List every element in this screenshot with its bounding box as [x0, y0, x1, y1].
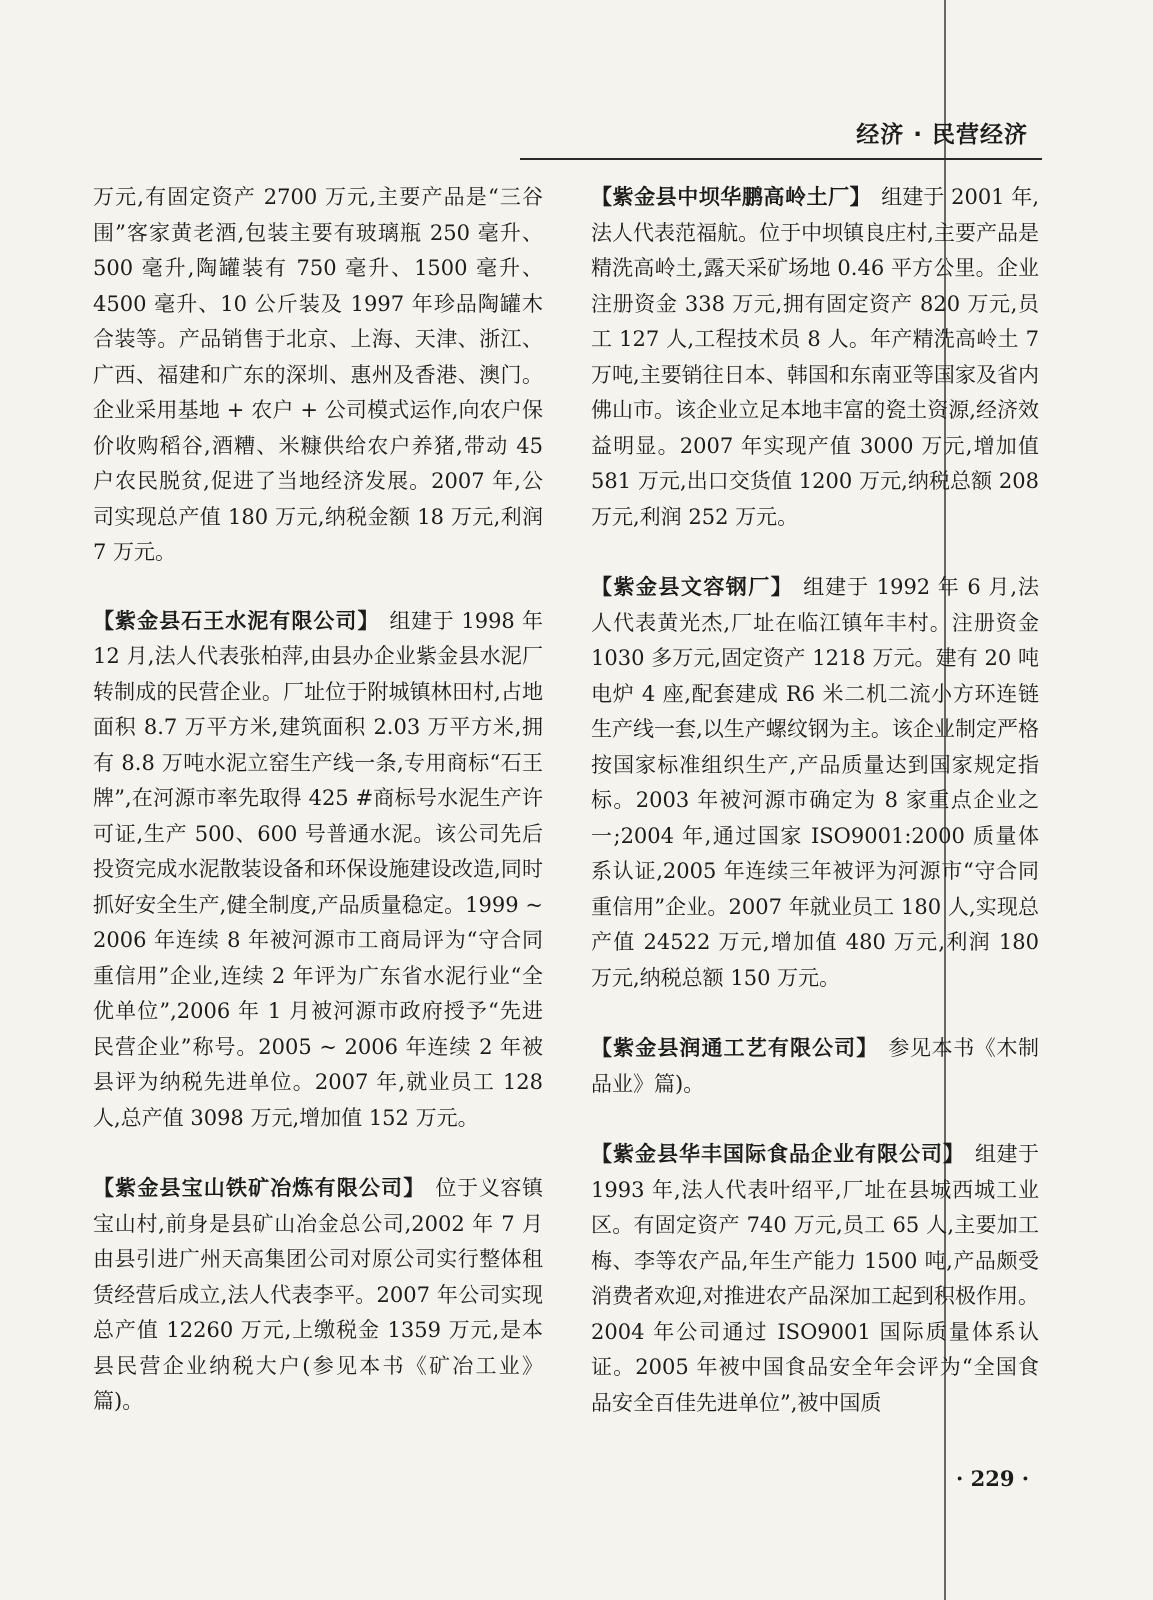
entry-huapeng-kaolin — [591, 180, 1039, 535]
section-title: 经济 · 民营经济 — [856, 122, 1028, 148]
continuation-paragraph: 万元,有固定资产 2700 万元,主要产品是“三谷围”客家黄老酒,包装主要有玻璃瓶 250 毫升、500 毫升,陶罐装有 750 毫升、1500 毫升、4500 毫升、10 公斤装及 1997 年珍品陶罐木合装等。产品销售于北京、上海、天津、浙江、广西、福建和广东的深圳、惠州及香港、澳门。企业采用基地 + 农户 + 公司模式运作,向农户保价收购稻谷,酒糟、米糠供给农户养猪,带动 45 户农民脱贫,促进了当地经济发展。2007 年,公司实现总产值 180 万元,纳税金额 18 万元,利润 7 万元。 — [93, 185, 543, 564]
page-header — [520, 112, 1042, 160]
entry-heading: 【紫金县润通工艺有限公司】 — [591, 1036, 879, 1060]
entry-body: 组建于 2001 年,法人代表范福航。位于中坝镇良庄村,主要产品是精洗高岭土,露天采矿场地 0.46 平方公里。企业注册资金 338 万元,拥有固定资产 820 万元,员工 127 人,工程技术员 8 人。年产精洗高岭土 7 万吨,主要销往日本、韩国和东南亚等国家及省内佛山市。该企业立足本地丰富的瓷土资源,经济效益明显。2007 年实现产值 3000 万元,增加值 581 万元,出口交货值 1200 万元,纳税总额 208 万元,利润 252 万元。 — [591, 185, 1039, 529]
entry-heading: 【紫金县宝山铁矿冶炼有限公司】 — [93, 1176, 426, 1200]
left-column — [93, 180, 543, 1455]
entry-huafeng-food — [591, 1137, 1039, 1421]
entry-heading: 【紫金县华丰国际食品企业有限公司】 — [591, 1142, 965, 1166]
entry-body: 组建于 1993 年,法人代表叶绍平,厂址在县城西城工业区。有固定资产 740 万元,员工 65 人,主要加工梅、李等农产品,年生产能力 1500 吨,产品颇受消费者欢迎,对推进农产品深加工起到积极作用。2004 年公司通过 ISO9001 国际质量体系认证。2005 年被中国食品安全年会评为“全国食品安全百佳先进单位”,被中国质 — [591, 1142, 1039, 1415]
page-number: · 229 · — [956, 1466, 1030, 1491]
entry-heading: 【紫金县文容钢厂】 — [591, 575, 794, 599]
entry-body: 组建于 1998 年 12 月,法人代表张柏萍,由县办企业紫金县水泥厂转制成的民营企业。厂址位于附城镇林田村,占地面积 8.7 万平方米,建筑面积 2.03 万平方米,拥有 8.8 万吨水泥立窑生产线一条,专用商标“石王牌”,在河源市率先取得 425 #商标号水泥生产许可证,生产 500、600 号普通水泥。该公司先后投资完成水泥散装设备和环保设施建设改造,同时抓好安全生产,健全制度,产品质量稳定。1999 ~ 2006 年连续 8 年被河源市工商局评为“守合同重信用”企业,连续 2 年评为广东省水泥行业“全优单位”,2006 年 1 月被河源市政府授予“先进民营企业”称号。2005 ~ 2006 年连续 2 年被县评为纳税先进单位。2007 年,就业员工 128 人,总产值 3098 万元,增加值 152 万元。 — [93, 608, 544, 1130]
entry-body: 组建于 1992 年 6 月,法人代表黄光杰,厂址在临江镇年丰村。注册资金 1030 多万元,固定资产 1218 万元。建有 20 吨电炉 4 座,配套建成 R6 米二机二流小方环连链生产线一套,以生产螺纹钢为主。该企业制定严格按国家标准组织生产,产品质量达到国家规定指标。2003 年被河源市确定为 8 家重点企业之一;2004 年,通过国家 ISO9001:2000 质量体系认证,2005 年连续三年被评为河源市“守合同重信用”企业。2007 年就业员工 180 人,实现总产值 24522 万元,增加值 480 万元,利润 180 万元,纳税总额 150 万元。 — [591, 575, 1040, 990]
entry-body: 位于义容镇宝山村,前身是县矿山冶金总公司,2002 年 7 月由县引进广州天高集团公司对原公司实行整体租赁经营后成立,法人代表李平。2007 年公司实现总产值 12260 万元,上缴税金 1359 万元,是本县民营企业纳税大户(参见本书《矿冶工业》篇)。 — [93, 1176, 544, 1413]
entry-wenrong-steel — [591, 570, 1039, 996]
entry-body: 参见本书《木制品业》篇)。 — [591, 1036, 1040, 1096]
entry-runtong-crafts — [591, 1031, 1039, 1102]
entry-baoshan-iron — [93, 1171, 543, 1420]
entry-heading: 【紫金县石王水泥有限公司】 — [93, 608, 380, 633]
entry-heading: 【紫金县中坝华鹏高岭土厂】 — [591, 185, 872, 209]
right-column — [591, 180, 1039, 1456]
entry-shiwang-cement — [93, 604, 543, 1137]
